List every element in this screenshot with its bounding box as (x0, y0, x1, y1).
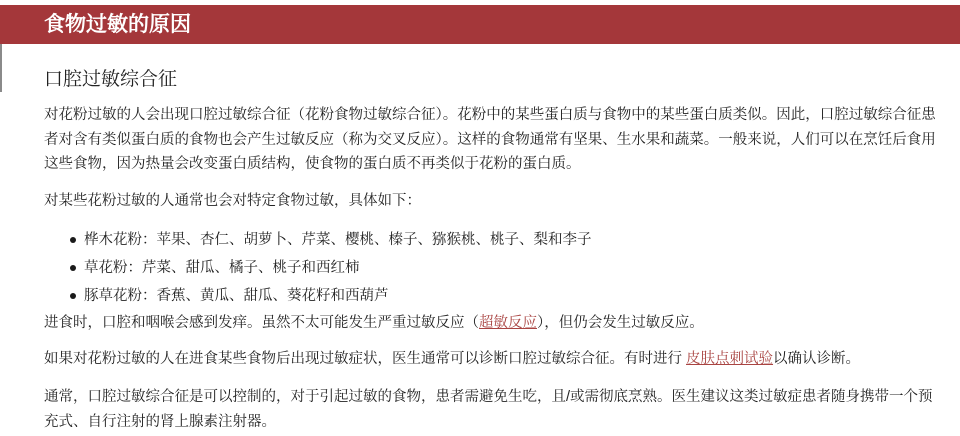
bullet-icon (70, 265, 76, 271)
section-header-bar (0, 5, 960, 44)
paragraph-text: 如果对花粉过敏的人在进食某些食物后出现过敏症状，医生通常可以诊断口腔过敏综合征。有时进行 (44, 351, 687, 367)
list-item (44, 282, 944, 310)
bullet-icon (70, 237, 76, 243)
list-item (44, 254, 944, 282)
list-item-text: 草花粉：芹菜、甜瓜、橘子、桃子和西红柿 (84, 260, 360, 276)
paragraph-text: ），但仍会发生过敏反应。 (537, 315, 704, 331)
list-item-text: 豚草花粉：香蕉、黄瓜、甜瓜、葵花籽和西葫芦 (84, 288, 389, 304)
paragraph-diagnosis (44, 347, 944, 372)
paragraph-list-lead: 对某些花粉过敏的人通常也会对特定食物过敏，具体如下： (44, 193, 421, 209)
paragraph-text: 进食时，口腔和咽喉会感到发痒。虽然不太可能发生严重过敏反应（ (44, 315, 479, 331)
list-item-text: 桦木花粉：苹果、杏仁、胡萝卜、芹菜、樱桃、榛子、猕猴桃、桃子、梨和李子 (84, 232, 592, 248)
paragraph-management: 通常，口腔过敏综合征是可以控制的，对于引起过敏的食物，患者需避免生吃，且/或需彻底烹熟。医生建议这类过敏症患者随身携带一个预充式、自行注射的肾上腺素注射器。 (44, 389, 933, 430)
list-item (44, 226, 944, 254)
section-left-border (0, 44, 2, 92)
paragraph-text: 以确认诊断。 (773, 351, 861, 367)
page-title: 食物过敏的原因 (44, 13, 191, 36)
paragraph-intro: 对花粉过敏的人会出现口腔过敏综合征（花粉食物过敏综合征）。花粉中的某些蛋白质与食物中的某些蛋白质类似。因此，口腔过敏综合征患者对含有类似蛋白质的食物也会产生过敏反应（称为交叉反应）。这样的食物通常有坚果、生水果和蔬菜。一般来说，人们可以在烹饪后食用这些食物，因为热量会改变蛋白质结构，使食物的蛋白质不再类似于花粉的蛋白质。 (44, 107, 936, 172)
link-anaphylaxis[interactable]: 超敏反应 (479, 315, 537, 331)
link-skin-prick-test[interactable]: 皮肤点刺试验 (686, 351, 774, 367)
pollen-food-list (44, 226, 944, 310)
section-heading: 口腔过敏综合征 (44, 69, 178, 90)
bullet-icon (70, 293, 76, 299)
paragraph-symptoms (44, 311, 944, 336)
